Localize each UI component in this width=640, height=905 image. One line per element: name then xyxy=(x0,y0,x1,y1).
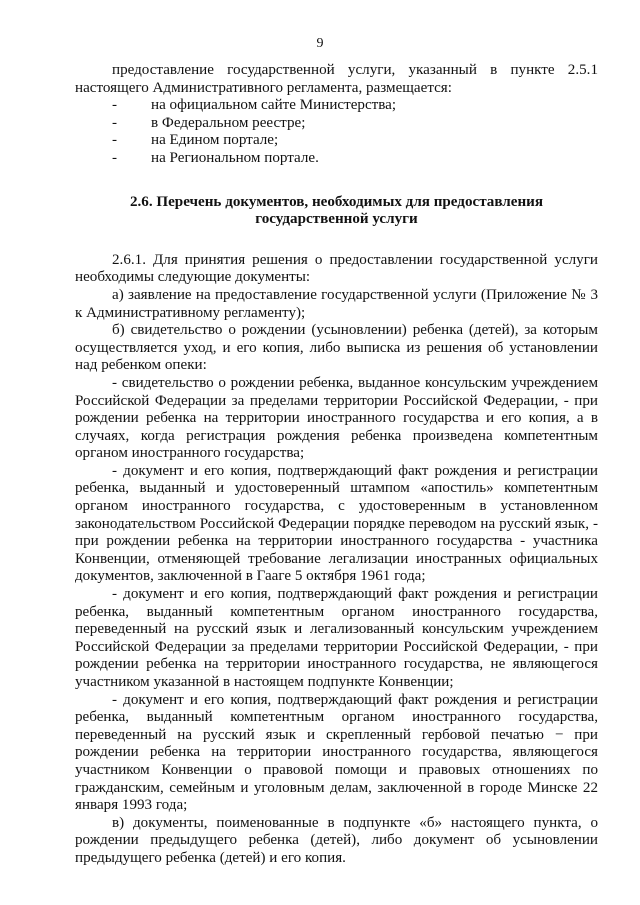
body-paragraph: - документ и его копия, подтверждающий факт рождения и регистрации ребенка, выданный компетентным органом иностранного государства, переведенный на русский язык и легализованный консульским учреждением Российской Федерации за пределами территории Российской Федерации, - при рождении ребенка на территории иностранного государства, не являющегося участником указанной в настоящем подпункте Конвенции; xyxy=(75,586,598,690)
list-item xyxy=(75,97,598,115)
body-paragraph: б) свидетельство о рождении (усыновлении) ребенка (детей), за которым осуществляется уход, и его копия, либо выписка из решения об установлении над ребенком опеки: xyxy=(75,322,598,374)
section-heading xyxy=(75,194,598,229)
body-paragraph: - документ и его копия, подтверждающий факт рождения и регистрации ребенка, выданный компетентным органом иностранного государства, переведенный на русский язык и скрепленный гербовой печатью − при рождении ребенка на территории иностранного государства, являющегося участником Конвенции о правовой помощи и правовых отношениях по гражданским, семейным и уголовным делам, заключенной в городе Минске 22 января 1993 года; xyxy=(75,691,598,814)
list-item xyxy=(75,132,598,150)
list-item-text: на Региональном портале. xyxy=(151,149,319,166)
page-number: 9 xyxy=(316,36,324,51)
body-paragraph: 2.6.1. Для принятия решения о предоставлении государственной услуги необходимы следующие документы: xyxy=(75,251,598,286)
list-item-text: в Федеральном реестре; xyxy=(151,114,306,131)
list-dash: - xyxy=(112,149,118,166)
page-content xyxy=(75,62,598,868)
body-paragraph: - свидетельство о рождении ребенка, выданное консульским учреждением Российской Федерации за пределами территории Российской Федерации, - при рождении ребенка на территории иностранного государства и его копия, а в случаях, когда регистрация рождения ребенка произведена компетентным органом иностранного государства; xyxy=(75,374,598,462)
section-heading-line: государственной услуги xyxy=(255,211,418,228)
body-paragraph: а) заявление на предоставление государственной услуги (Приложение № 3 к Административному регламенту); xyxy=(75,286,598,321)
publication-places-list xyxy=(75,97,598,167)
body-paragraph: - документ и его копия, подтверждающий факт рождения и регистрации ребенка, выданный и удостоверенный штампом «апостиль» компетентным органом иностранного государства, с удостоверенным в установленном законодательством Российской Федерации порядке переводом на русский язык, - при рождении ребенка на территории иностранного государства - участника Конвенции, отменяющей требование легализации иностранных официальных документов, заключенной в Гааге 5 октября 1961 года; xyxy=(75,462,598,585)
list-item-text: на официальном сайте Министерства; xyxy=(151,97,397,114)
list-dash: - xyxy=(112,97,118,114)
list-dash: - xyxy=(112,114,118,131)
list-item xyxy=(75,150,598,168)
list-item-text: на Едином портале; xyxy=(151,132,279,149)
section-heading-line: 2.6. Перечень документов, необходимых для предоставления xyxy=(129,193,544,210)
list-item xyxy=(75,115,598,133)
intro-paragraph: предоставление государственной услуги, указанный в пункте 2.5.1 настоящего Административного регламента, размещается: xyxy=(75,62,598,96)
list-dash: - xyxy=(112,132,118,149)
body-paragraph: в) документы, поименованные в подпункте «б» настоящего пункта, о рождении предыдущего ребенка (детей), либо документ об усыновлении предыдущего ребенка (детей) и его копия. xyxy=(75,814,598,866)
